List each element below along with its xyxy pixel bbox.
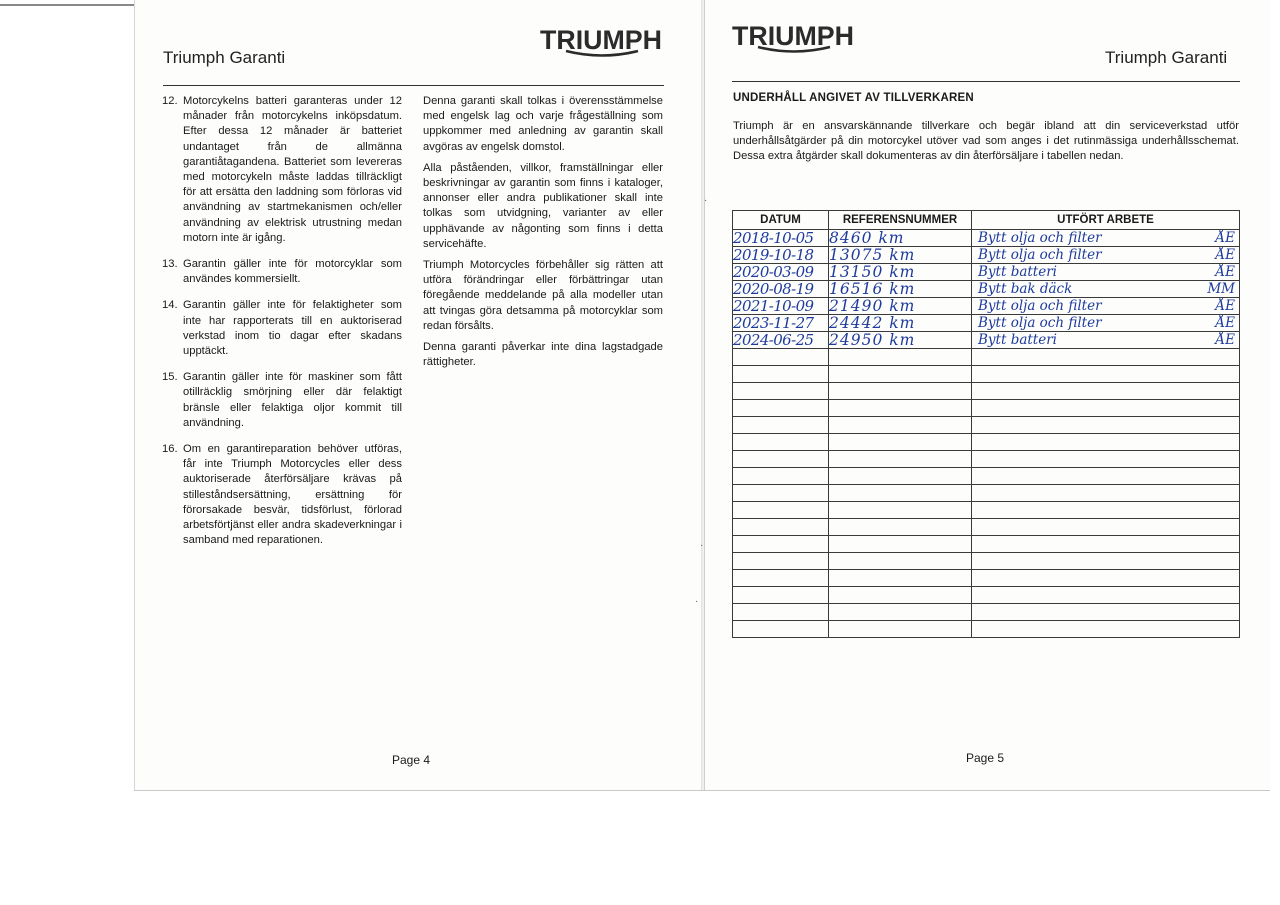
table-row xyxy=(733,332,1240,349)
empty-cell xyxy=(829,349,972,366)
entry-signature: ÅE xyxy=(1215,298,1235,314)
empty-cell xyxy=(733,587,829,604)
empty-cell xyxy=(972,417,1240,434)
empty-cell xyxy=(733,485,829,502)
entry-work: Bytt olja och filter xyxy=(978,298,1102,314)
entry-date: 2021-10-09 xyxy=(733,298,829,315)
entry-reference: 13150 km xyxy=(829,264,972,281)
entry-work-cell xyxy=(972,332,1240,349)
triumph-logo-right xyxy=(732,20,856,54)
table-row xyxy=(733,298,1240,315)
column-header-work: UTFÖRT ARBETE xyxy=(972,211,1240,230)
empty-cell xyxy=(972,621,1240,638)
entry-work: Bytt olja och filter xyxy=(978,230,1102,246)
entry-work: Bytt olja och filter xyxy=(978,247,1102,263)
table-row xyxy=(733,264,1240,281)
clause-number: 15. xyxy=(162,371,178,384)
entry-signature: MM xyxy=(1207,281,1235,297)
entry-reference: 8460 km xyxy=(829,230,972,247)
empty-cell xyxy=(829,621,972,638)
scan-speck: · xyxy=(700,540,704,551)
empty-cell xyxy=(972,383,1240,400)
table-row-empty xyxy=(733,417,1240,434)
column-header-reference: REFERENSNUMMER xyxy=(829,211,972,230)
table-row-empty xyxy=(733,570,1240,587)
entry-work-cell xyxy=(972,315,1240,332)
entry-date: 2020-03-09 xyxy=(733,264,829,281)
empty-cell xyxy=(733,519,829,536)
empty-cell xyxy=(972,519,1240,536)
empty-cell xyxy=(733,536,829,553)
empty-cell xyxy=(829,485,972,502)
empty-cell xyxy=(829,383,972,400)
empty-cell xyxy=(733,468,829,485)
entry-work: Bytt batteri xyxy=(978,264,1057,280)
table-row xyxy=(733,281,1240,298)
clause-list xyxy=(162,94,402,559)
entry-reference: 16516 km xyxy=(829,281,972,298)
empty-cell xyxy=(733,570,829,587)
empty-cell xyxy=(972,451,1240,468)
empty-cell xyxy=(972,468,1240,485)
empty-cell xyxy=(733,553,829,570)
empty-cell xyxy=(829,519,972,536)
empty-cell xyxy=(733,400,829,417)
scan-speck: · xyxy=(695,596,699,607)
clause-14 xyxy=(162,298,402,359)
empty-cell xyxy=(829,502,972,519)
triumph-logo-text: TRIUMPH xyxy=(540,25,662,55)
page-number-left: Page 4 xyxy=(392,753,431,767)
empty-cell xyxy=(829,366,972,383)
empty-cell xyxy=(972,502,1240,519)
empty-cell xyxy=(733,366,829,383)
table-row-empty xyxy=(733,451,1240,468)
empty-cell xyxy=(972,570,1240,587)
bottom-edge xyxy=(134,790,1270,791)
clause-text: Garantin gäller inte för motorcyklar som användes kommersiellt. xyxy=(183,258,402,286)
empty-cell xyxy=(829,400,972,417)
empty-cell xyxy=(829,553,972,570)
section-heading: UNDERHÅLL ANGIVET AV TILLVERKAREN xyxy=(733,92,974,104)
entry-date: 2020-08-19 xyxy=(733,281,829,298)
triumph-logo-left xyxy=(540,24,664,58)
entry-signature: ÅE xyxy=(1215,332,1235,348)
clause-12 xyxy=(162,94,402,246)
left-header-rule xyxy=(163,85,664,86)
empty-cell xyxy=(972,485,1240,502)
maintenance-log-table xyxy=(732,210,1240,638)
scan-edge-line xyxy=(0,4,134,6)
empty-cell xyxy=(829,451,972,468)
empty-cell xyxy=(733,604,829,621)
left-page-column-2 xyxy=(423,94,663,376)
entry-work-cell xyxy=(972,298,1240,315)
table-row-empty xyxy=(733,604,1240,621)
clause-16 xyxy=(162,442,402,548)
paragraph-changes: Triumph Motorcycles förbehåller sig rätten att utföra förändringar eller förbättringar utan föregående meddelande på alla modeller utan att tvingas göra detsamma på motorcyklar som redan försålts. xyxy=(423,259,663,332)
table-header-row xyxy=(733,211,1240,230)
entry-work-cell xyxy=(972,264,1240,281)
table-row xyxy=(733,315,1240,332)
column-header-date: DATUM xyxy=(733,211,829,230)
table-row-empty xyxy=(733,621,1240,638)
paragraph-english-law: Denna garanti skall tolkas i överensstämmelse med engelsk lag och varje frågeställning som uppkommer med anledning av garantin skall avgöras av engelsk domstol. xyxy=(423,95,663,153)
clause-number: 16. xyxy=(162,443,178,456)
empty-cell xyxy=(829,417,972,434)
clause-number: 14. xyxy=(162,299,178,312)
clause-text: Om en garantireparation behöver utföras, får inte Triumph Motorcycles eller dess auktoriserade återförsäljare krävas på stilleståndsersättning, ersättning för förorsakade besvär, tidsförlust, förlorad arbetsförtjänst eller andra skadeverkningar i samband med reparationen. xyxy=(183,443,402,547)
empty-cell xyxy=(972,553,1240,570)
empty-cell xyxy=(829,468,972,485)
empty-cell xyxy=(972,587,1240,604)
entry-date: 2023-11-27 xyxy=(733,315,829,332)
entry-date: 2024-06-25 xyxy=(733,332,829,349)
entry-reference: 24950 km xyxy=(829,332,972,349)
right-header-title: Triumph Garanti xyxy=(1105,48,1228,67)
empty-cell xyxy=(829,434,972,451)
entry-work: Bytt bak däck xyxy=(978,281,1073,297)
entry-work-cell xyxy=(972,230,1240,247)
empty-cell xyxy=(829,604,972,621)
empty-cell xyxy=(972,434,1240,451)
entry-signature: ÅE xyxy=(1215,264,1235,280)
empty-cell xyxy=(733,502,829,519)
right-header-rule xyxy=(732,81,1240,82)
empty-cell xyxy=(972,349,1240,366)
table-row-empty xyxy=(733,468,1240,485)
entry-work: Bytt olja och filter xyxy=(978,315,1102,331)
empty-cell xyxy=(733,417,829,434)
empty-cell xyxy=(829,536,972,553)
table-row xyxy=(733,247,1240,264)
entry-reference: 21490 km xyxy=(829,298,972,315)
entry-signature: ÅE xyxy=(1215,315,1235,331)
page-number-right: Page 5 xyxy=(966,751,1005,765)
clause-15 xyxy=(162,370,402,431)
table-row-empty xyxy=(733,536,1240,553)
empty-cell xyxy=(733,349,829,366)
entry-reference: 24442 km xyxy=(829,315,972,332)
table-row-empty xyxy=(733,366,1240,383)
triumph-logo-text: TRIUMPH xyxy=(732,21,854,51)
empty-cell xyxy=(733,621,829,638)
clause-13 xyxy=(162,257,402,287)
empty-cell xyxy=(733,434,829,451)
entry-work: Bytt batteri xyxy=(978,332,1057,348)
table-row-empty xyxy=(733,587,1240,604)
table-row-empty xyxy=(733,502,1240,519)
paragraph-statutory-rights: Denna garanti påverkar inte dina lagstadgade rättigheter. xyxy=(423,341,663,369)
table-row xyxy=(733,230,1240,247)
empty-cell xyxy=(972,536,1240,553)
entry-date: 2019-10-18 xyxy=(733,247,829,264)
table-row-empty xyxy=(733,434,1240,451)
empty-cell xyxy=(972,604,1240,621)
maintenance-log-body xyxy=(733,230,1240,638)
clause-number: 12. xyxy=(162,95,178,107)
entry-work-cell xyxy=(972,281,1240,298)
paragraph-statements: Alla påståenden, villkor, framställningar eller beskrivningar av garantin som finns i kataloger, annonser eller andra publikationer skall inte tolkas som utvidgning, varianter av eller upphävande av någonting som finns i detta servicehäfte. xyxy=(423,161,663,250)
table-row-empty xyxy=(733,519,1240,536)
empty-cell xyxy=(733,383,829,400)
empty-cell xyxy=(829,587,972,604)
entry-work-cell xyxy=(972,247,1240,264)
empty-cell xyxy=(972,400,1240,417)
entry-signature: ÅE xyxy=(1215,247,1235,263)
intro-paragraph: Triumph är en ansvarskännande tillverkare och begär ibland att din serviceverkstad utför underhållsåtgärder på din motorcykel utöver vad som anges i det rutinmässiga underhållsschemat. Dessa extra åtgärder skall dokumenteras av din återförsäljare i tabellen nedan. xyxy=(733,120,1239,163)
clause-number: 13. xyxy=(162,258,178,271)
table-row-empty xyxy=(733,485,1240,502)
table-row-empty xyxy=(733,349,1240,366)
clause-text: Garantin gäller inte för felaktigheter som inte har rapporterats till en auktoriserad verkstad inom tio dagar efter skadans upptäckt. xyxy=(183,299,402,358)
table-row-empty xyxy=(733,383,1240,400)
empty-cell xyxy=(733,451,829,468)
table-row-empty xyxy=(733,553,1240,570)
empty-cell xyxy=(829,570,972,587)
left-header-title: Triumph Garanti xyxy=(163,48,286,67)
clause-text: Motorcykelns batteri garanteras under 12 månader från motorcykelns inköpsdatum. Efter dessa 12 månader är batteriet undantaget från de allmänna garantiåtagandena. Batteriet som levereras med motorcykeln måste laddas tillräckligt för att ersätta den laddning som förloras vid användning av startmekanismen och/eller användning av elektrisk utrustning medan motorn inte är igång. xyxy=(183,95,402,244)
entry-reference: 13075 km xyxy=(829,247,972,264)
entry-date: 2018-10-05 xyxy=(733,230,829,247)
empty-cell xyxy=(972,366,1240,383)
scan-speck: · xyxy=(704,195,708,206)
table-row-empty xyxy=(733,400,1240,417)
entry-signature: ÅE xyxy=(1215,230,1235,246)
clause-text: Garantin gäller inte för maskiner som fått otillräcklig smörjning eller där felaktigt bränsle eller felaktiga oljor kommit till användning. xyxy=(183,371,402,429)
